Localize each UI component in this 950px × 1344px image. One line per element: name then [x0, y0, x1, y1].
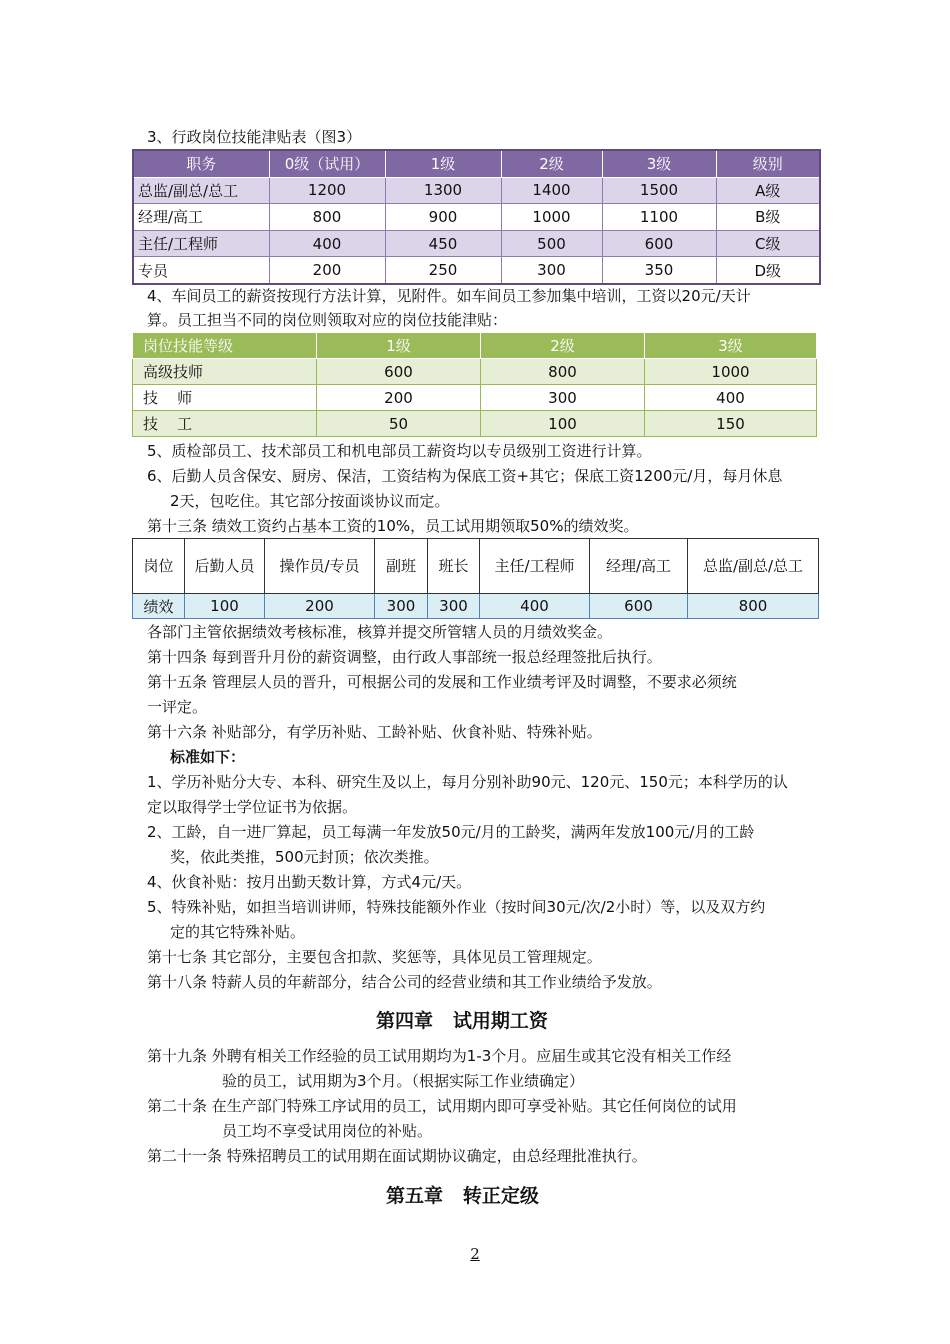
item-2-line2: 奖，依此类推，500元封顶；依次类推。 — [170, 848, 439, 866]
table-row — [133, 385, 817, 411]
table-cell: 500 — [501, 230, 602, 257]
table-header: 3级 — [602, 150, 716, 177]
table-header: 操作员/专员 — [265, 539, 375, 594]
paragraph-5: 5、质检部员工、技术部员工和机电部员工薪资均以专员级别工资进行计算。 — [147, 442, 652, 460]
table-cell: 绩效 — [133, 594, 185, 619]
table-cell: 1300 — [385, 177, 501, 204]
article-21: 第二十一条 特殊招聘员工的试用期在面试期协议确定，由总经理批准执行。 — [147, 1147, 647, 1165]
table-cell: 150 — [645, 411, 817, 437]
table-header: 2级 — [481, 333, 645, 359]
standard-label: 标准如下： — [170, 748, 246, 766]
table-cell: 1500 — [602, 177, 716, 204]
table-cell: 1100 — [602, 204, 716, 231]
chapter-4-title: 第四章 试用期工资 — [376, 1010, 548, 1032]
table-cell: A级 — [716, 177, 820, 204]
chapter-5-title: 第五章 转正定级 — [386, 1185, 539, 1207]
table-header: 后勤人员 — [185, 539, 265, 594]
table-cell: 300 — [375, 594, 428, 619]
table-cell: 400 — [645, 385, 817, 411]
table-cell: 100 — [481, 411, 645, 437]
table-cell: 900 — [385, 204, 501, 231]
table-header: 3级 — [645, 333, 817, 359]
paragraph-4-line2: 算。员工担当不同的岗位则领取对应的岗位技能津贴： — [147, 311, 508, 329]
table-cell: 300 — [481, 385, 645, 411]
article-20-line1: 第二十条 在生产部门特殊工序试用的员工，试用期内即可享受补贴。其它任何岗位的试用 — [147, 1097, 737, 1115]
table-cell: 1400 — [501, 177, 602, 204]
table-cell: 经理/高工 — [133, 204, 269, 231]
table-header: 主任/工程师 — [480, 539, 590, 594]
table-cell: 250 — [385, 257, 501, 284]
table-header: 总监/副总/总工 — [688, 539, 819, 594]
item-2-line1: 2、工龄，自一进厂算起，员工每满一年发放50元/月的工龄奖，满两年发放100元/月的工龄 — [147, 823, 755, 841]
table-cell: B级 — [716, 204, 820, 231]
table-row — [133, 359, 817, 385]
table-cell: 总监/副总/总工 — [133, 177, 269, 204]
table-header-row — [133, 150, 820, 177]
table-cell: 450 — [385, 230, 501, 257]
paragraph-6-line2: 2天，包吃住。其它部分按面谈协议而定。 — [170, 492, 450, 510]
table-row — [133, 594, 819, 619]
item-5-line2: 定的其它特殊补贴。 — [170, 923, 306, 941]
table-header: 2级 — [501, 150, 602, 177]
table-header: 职务 — [133, 150, 269, 177]
table-cell: 高级技师 — [133, 359, 317, 385]
paragraph-4-line1: 4、车间员工的薪资按现行方法计算，见附件。如车间员工参加集中培训，工资以20元/天计 — [147, 287, 751, 305]
table-cell: 主任/工程师 — [133, 230, 269, 257]
table-cell: 1000 — [645, 359, 817, 385]
table-cell: 1000 — [501, 204, 602, 231]
table-cell: 800 — [688, 594, 819, 619]
table-cell: 200 — [265, 594, 375, 619]
table-cell: 200 — [317, 385, 481, 411]
paragraph-6-line1: 6、后勤人员含保安、厨房、保洁，工资结构为保底工资+其它；保底工资1200元/月，每月休息 — [147, 467, 783, 485]
table-cell: D级 — [716, 257, 820, 284]
article-13: 第十三条 绩效工资约占基本工资的10%，员工试用期领取50%的绩效奖。 — [147, 517, 639, 535]
table-header-row — [133, 333, 817, 359]
table-row — [133, 411, 817, 437]
article-19-line1: 第十九条 外聘有相关工作经验的员工试用期均为1-3个月。应届生或其它没有相关工作经 — [147, 1047, 732, 1065]
item-1-line1: 1、学历补贴分大专、本科、研究生及以上，每月分别补助90元、120元、150元；本科学历的认 — [147, 773, 788, 791]
table-cell: 200 — [269, 257, 385, 284]
table-cell: 50 — [317, 411, 481, 437]
table-cell: 600 — [590, 594, 688, 619]
article-14: 第十四条 每到晋升月份的薪资调整，由行政人事部统一报总经理签批后执行。 — [147, 648, 662, 666]
performance-bonus-table — [132, 538, 819, 619]
after-table3-text: 各部门主管依据绩效考核标准，核算并提交所管辖人员的月绩效奖金。 — [147, 623, 613, 641]
table-cell: 400 — [480, 594, 590, 619]
table-cell: 600 — [602, 230, 716, 257]
table-cell: 800 — [481, 359, 645, 385]
table-header: 岗位技能等级 — [133, 333, 317, 359]
table-cell: 400 — [269, 230, 385, 257]
table-cell: 600 — [317, 359, 481, 385]
article-18: 第十八条 特薪人员的年薪部分，结合公司的经营业绩和其工作业绩给予发放。 — [147, 973, 662, 991]
table-header: 副班 — [375, 539, 428, 594]
table-cell: C级 — [716, 230, 820, 257]
table-header: 0级（试用） — [269, 150, 385, 177]
table-row — [133, 257, 820, 284]
table-header: 级别 — [716, 150, 820, 177]
article-17: 第十七条 其它部分，主要包含扣款、奖惩等，具体见员工管理规定。 — [147, 948, 602, 966]
article-15-line1: 第十五条 管理层人员的晋升，可根据公司的发展和工作业绩考评及时调整，不要求必须统 — [147, 673, 737, 691]
table-header: 经理/高工 — [590, 539, 688, 594]
table-cell: 300 — [501, 257, 602, 284]
table-header: 1级 — [385, 150, 501, 177]
table-row — [133, 204, 820, 231]
workshop-skill-allowance-table — [132, 332, 817, 437]
table1-caption: 3、行政岗位技能津贴表（图3） — [147, 128, 362, 146]
admin-allowance-table — [132, 149, 821, 285]
item-1-line2: 定以取得学士学位证书为依据。 — [147, 798, 358, 816]
table-cell: 300 — [428, 594, 480, 619]
table-cell: 800 — [269, 204, 385, 231]
article-15-line2: 一评定。 — [147, 698, 208, 716]
item-5-line1: 5、特殊补贴，如担当培训讲师，特殊技能额外作业（按时间30元/次/2小时）等，以及双方约 — [147, 898, 766, 916]
table-cell: 技 工 — [133, 411, 317, 437]
table-header: 班长 — [428, 539, 480, 594]
table-cell: 1200 — [269, 177, 385, 204]
table-header: 岗位 — [133, 539, 185, 594]
article-16: 第十六条 补贴部分，有学历补贴、工龄补贴、伙食补贴、特殊补贴。 — [147, 723, 602, 741]
table-cell: 技 师 — [133, 385, 317, 411]
table-row — [133, 230, 820, 257]
item-4: 4、伙食补贴：按月出勤天数计算，方式4元/天。 — [147, 873, 472, 891]
table-cell: 专员 — [133, 257, 269, 284]
page-number: 2 — [470, 1245, 480, 1263]
article-20-line2: 员工均不享受试用岗位的补贴。 — [222, 1122, 433, 1140]
article-19-line2: 验的员工，试用期为3个月。（根据实际工作业绩确定） — [222, 1072, 585, 1090]
table-cell: 350 — [602, 257, 716, 284]
table-row — [133, 177, 820, 204]
table-header: 1级 — [317, 333, 481, 359]
table-cell: 100 — [185, 594, 265, 619]
table-header-row — [133, 539, 819, 594]
